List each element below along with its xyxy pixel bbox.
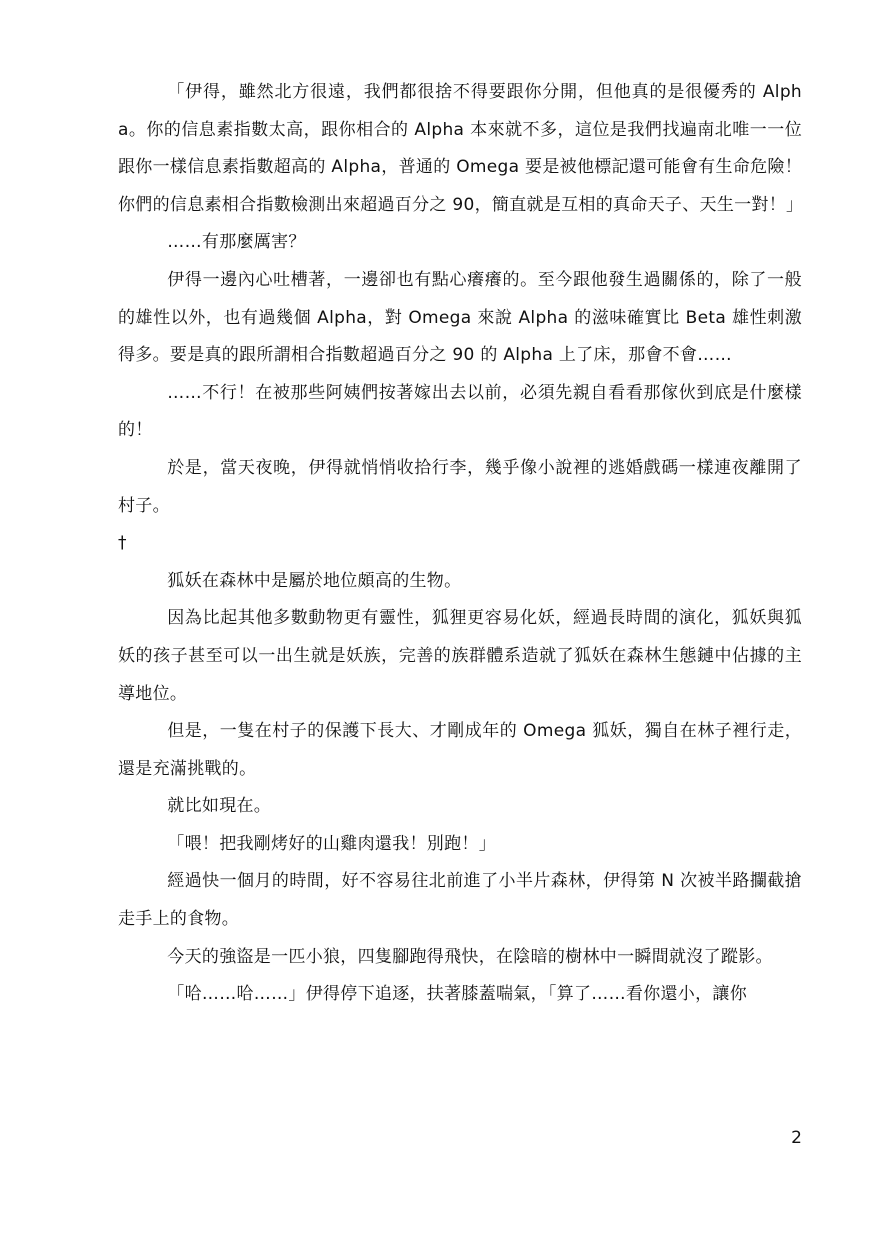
paragraph: 「伊得，雖然北方很遠，我們都很捨不得要跟你分開，但他真的是很優秀的 Alpha。你的信息素指數太高，跟你相合的 Alpha 本來就不多，這位是我們找遍南北唯一一位跟你一樣信息素指數超高的 Alpha，普通的 Omega 要是被他標記還可能會有生命危險！你們的信息素相合指數檢測出來超過百分之 90，簡直就是互相的真命天子、天生一對！」 [118, 82, 804, 215]
page-number: 2 [791, 1128, 802, 1148]
paragraph: ……不行！在被那些阿姨們按著嫁出去以前，必須先親自看看那傢伙到底是什麼樣的！ [118, 382, 802, 441]
paragraph: 「喂！把我剛烤好的山雞肉還我！別跑！」 [167, 833, 496, 854]
paragraph: 今天的強盜是一匹小狼，四隻腳跑得飛快，在陰暗的樹林中一瞬間就沒了蹤影。 [167, 946, 773, 967]
paragraph: 狐妖在森林中是屬於地位頗高的生物。 [167, 570, 462, 591]
body-text [118, 74, 802, 1014]
paragraph: 因為比起其他多數動物更有靈性，狐狸更容易化妖，經過長時間的演化，狐妖與狐妖的孩子甚至可以一出生就是妖族，完善的族群體系造就了狐妖在森林生態鏈中佔據的主導地位。 [118, 608, 802, 704]
paragraph: 經過快一個月的時間，好不容易往北前進了小半片森林，伊得第 N 次被半路攔截搶走手上的食物。 [118, 871, 802, 930]
paragraph: 就比如現在。 [167, 796, 272, 817]
paragraph: 但是，一隻在村子的保護下長大、才剛成年的 Omega 狐妖，獨自在林子裡行走，還是充滿挑戰的。 [118, 721, 802, 779]
section-divider: † [118, 533, 127, 554]
paragraph: ……有那麼厲害？ [167, 232, 306, 253]
paragraph: 伊得一邊內心吐槽著，一邊卻也有點心癢癢的。至今跟他發生過關係的，除了一般的雄性以外，也有過幾個 Alpha，對 Omega 來說 Alpha 的滋味確實比 Beta 雄性刺激得多。要是真的跟所謂相合指數超過百分之 90 的 Alpha 上了床，那會不會…… [118, 269, 802, 366]
paragraph: 「哈……哈……」伊得停下追逐，扶著膝蓋喘氣，「算了……看你還小，讓你 [167, 984, 747, 1005]
paragraph: 於是，當天夜晚，伊得就悄悄收拾行李，幾乎像小說裡的逃婚戲碼一樣連夜離開了村子。 [118, 457, 802, 516]
